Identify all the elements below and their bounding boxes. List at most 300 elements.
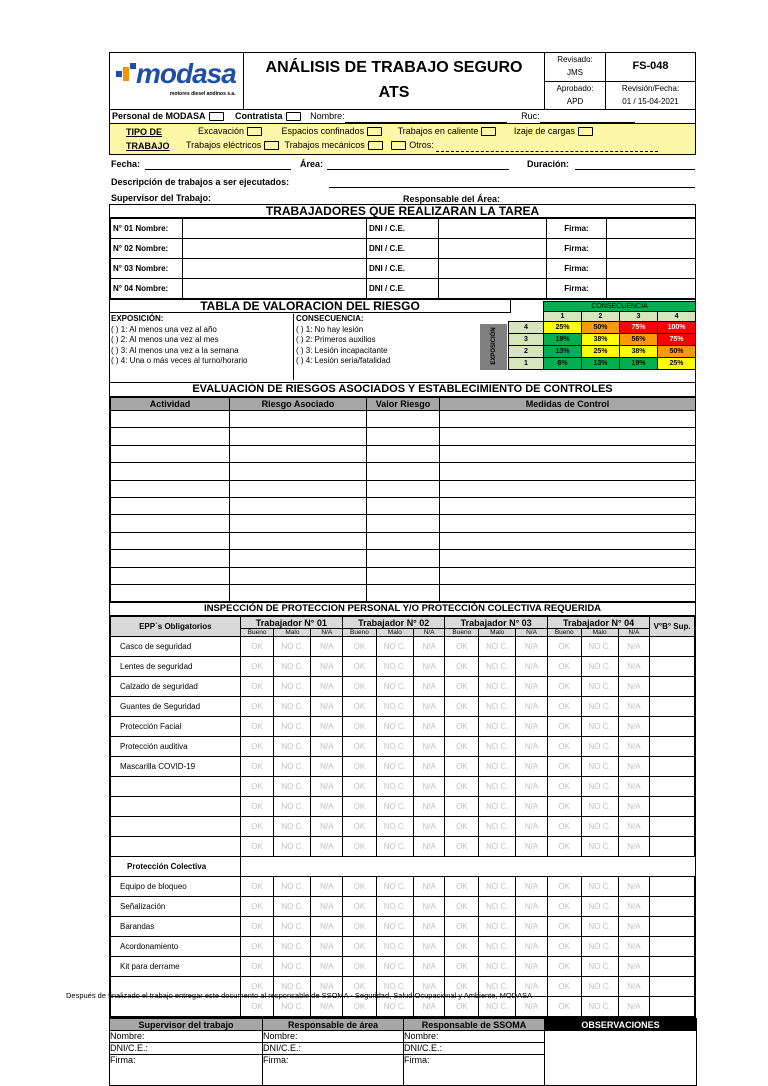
eval-cell[interactable] [230,584,367,601]
insp-status-cell[interactable]: OK [445,957,479,977]
insp-status-cell[interactable]: N/A [413,717,445,737]
insp-status-cell[interactable]: NO C. [581,737,618,757]
insp-status-cell[interactable]: NO C. [376,877,413,897]
trabajador-firma-field[interactable] [607,279,696,299]
eval-cell[interactable] [440,584,696,601]
trabajador-nombre-field[interactable] [183,259,367,279]
vb-cell[interactable] [650,777,695,797]
insp-status-cell[interactable]: N/A [311,897,343,917]
insp-status-cell[interactable]: OK [240,977,274,997]
insp-status-cell[interactable]: NO C. [581,977,618,997]
firma-field-label[interactable]: Nombre: [263,1031,404,1043]
insp-status-cell[interactable]: NO C. [479,757,516,777]
insp-status-cell[interactable]: OK [445,917,479,937]
otros-field[interactable] [436,141,658,152]
insp-status-cell[interactable]: OK [547,957,581,977]
insp-status-cell[interactable]: N/A [516,937,548,957]
vb-cell[interactable] [650,677,695,697]
insp-status-cell[interactable]: OK [547,757,581,777]
vb-cell[interactable] [650,657,695,677]
electricos-checkbox[interactable] [264,141,279,150]
insp-status-cell[interactable]: NO C. [479,797,516,817]
insp-status-cell[interactable]: OK [343,837,377,857]
insp-status-cell[interactable]: N/A [516,957,548,977]
insp-status-cell[interactable]: NO C. [581,917,618,937]
insp-status-cell[interactable]: N/A [618,797,650,817]
insp-status-cell[interactable]: N/A [618,657,650,677]
insp-status-cell[interactable]: OK [547,817,581,837]
vb-cell[interactable] [650,737,695,757]
insp-status-cell[interactable]: OK [343,877,377,897]
insp-status-cell[interactable]: N/A [618,997,650,1017]
insp-status-cell[interactable]: N/A [516,757,548,777]
insp-status-cell[interactable]: NO C. [376,937,413,957]
insp-status-cell[interactable]: N/A [413,957,445,977]
insp-status-cell[interactable]: OK [547,937,581,957]
insp-status-cell[interactable]: NO C. [274,657,311,677]
insp-status-cell[interactable]: NO C. [581,817,618,837]
trabajador-nombre-field[interactable] [183,279,367,299]
insp-status-cell[interactable]: NO C. [274,717,311,737]
insp-status-cell[interactable]: OK [445,977,479,997]
insp-status-cell[interactable]: OK [445,997,479,1017]
insp-status-cell[interactable]: N/A [618,877,650,897]
nombre-field[interactable] [345,112,507,123]
eval-cell[interactable] [440,411,696,428]
eval-cell[interactable] [440,463,696,480]
insp-status-cell[interactable]: N/A [618,737,650,757]
insp-status-cell[interactable]: NO C. [479,997,516,1017]
espacios-checkbox[interactable] [367,127,382,136]
insp-status-cell[interactable]: N/A [413,837,445,857]
firma-field-label[interactable]: DNI/C.E.: [263,1043,404,1055]
insp-status-cell[interactable]: N/A [413,897,445,917]
trabajador-firma-field[interactable] [607,259,696,279]
insp-status-cell[interactable]: N/A [413,637,445,657]
insp-status-cell[interactable]: N/A [516,697,548,717]
insp-status-cell[interactable]: NO C. [376,737,413,757]
insp-status-cell[interactable]: OK [240,957,274,977]
insp-status-cell[interactable]: N/A [516,897,548,917]
insp-status-cell[interactable]: N/A [516,837,548,857]
insp-status-cell[interactable]: N/A [618,957,650,977]
insp-status-cell[interactable]: NO C. [581,657,618,677]
otros-checkbox[interactable] [391,141,406,150]
insp-status-cell[interactable]: N/A [413,797,445,817]
insp-status-cell[interactable]: NO C. [581,877,618,897]
insp-status-cell[interactable]: NO C. [479,977,516,997]
insp-status-cell[interactable]: N/A [516,737,548,757]
insp-status-cell[interactable]: NO C. [274,937,311,957]
insp-status-cell[interactable]: NO C. [274,777,311,797]
insp-status-cell[interactable]: N/A [413,677,445,697]
eval-cell[interactable] [230,532,367,549]
insp-status-cell[interactable]: N/A [413,917,445,937]
insp-status-cell[interactable]: N/A [311,957,343,977]
insp-status-cell[interactable]: N/A [311,717,343,737]
duracion-field[interactable] [575,157,695,170]
vb-cell[interactable] [650,977,695,997]
insp-status-cell[interactable]: NO C. [581,777,618,797]
insp-status-cell[interactable]: OK [547,657,581,677]
eval-cell[interactable] [111,515,230,532]
insp-status-cell[interactable]: NO C. [479,657,516,677]
vb-cell[interactable] [650,937,695,957]
insp-status-cell[interactable]: OK [547,977,581,997]
insp-status-cell[interactable]: NO C. [581,837,618,857]
insp-status-cell[interactable]: N/A [618,677,650,697]
vb-cell[interactable] [650,797,695,817]
insp-status-cell[interactable]: OK [445,777,479,797]
insp-status-cell[interactable]: OK [343,817,377,837]
mecanicos-checkbox[interactable] [368,141,383,150]
eval-cell[interactable] [111,584,230,601]
insp-status-cell[interactable]: OK [343,717,377,737]
insp-status-cell[interactable]: NO C. [376,757,413,777]
firma-field-label[interactable]: Nombre: [404,1031,545,1043]
insp-status-cell[interactable]: NO C. [274,917,311,937]
insp-status-cell[interactable]: N/A [311,797,343,817]
insp-status-cell[interactable]: N/A [413,997,445,1017]
insp-status-cell[interactable]: OK [240,697,274,717]
eval-cell[interactable] [230,497,367,514]
insp-status-cell[interactable]: OK [547,917,581,937]
firma-field-label[interactable]: Firma: [110,1055,263,1086]
eval-cell[interactable] [111,463,230,480]
eval-cell[interactable] [440,497,696,514]
insp-status-cell[interactable]: N/A [618,757,650,777]
insp-status-cell[interactable]: N/A [516,917,548,937]
eval-cell[interactable] [440,550,696,567]
firma-field-label[interactable]: DNI/C.E.: [404,1043,545,1055]
firma-field-label[interactable]: DNI/C.E.: [110,1043,263,1055]
insp-status-cell[interactable]: OK [343,637,377,657]
insp-status-cell[interactable]: N/A [618,837,650,857]
insp-status-cell[interactable]: NO C. [274,737,311,757]
insp-status-cell[interactable]: OK [240,997,274,1017]
insp-status-cell[interactable]: N/A [516,637,548,657]
insp-status-cell[interactable]: NO C. [376,657,413,677]
eval-cell[interactable] [367,428,440,445]
eval-cell[interactable] [367,463,440,480]
vb-cell[interactable] [650,717,695,737]
firma-field-label[interactable]: Nombre: [110,1031,263,1043]
trabajador-dni-field[interactable] [439,279,547,299]
modasa-checkbox[interactable] [209,112,224,121]
insp-status-cell[interactable]: OK [343,757,377,777]
insp-status-cell[interactable]: OK [445,697,479,717]
trabajador-dni-field[interactable] [439,219,547,239]
insp-status-cell[interactable]: N/A [311,977,343,997]
insp-status-cell[interactable]: NO C. [479,697,516,717]
eval-cell[interactable] [367,497,440,514]
insp-status-cell[interactable]: OK [445,757,479,777]
insp-status-cell[interactable]: OK [343,797,377,817]
insp-status-cell[interactable]: N/A [311,737,343,757]
trabajador-dni-field[interactable] [439,259,547,279]
eval-cell[interactable] [111,532,230,549]
insp-status-cell[interactable]: N/A [311,937,343,957]
insp-status-cell[interactable]: OK [240,717,274,737]
firma-field-label[interactable]: Firma: [404,1055,545,1086]
insp-status-cell[interactable]: NO C. [479,957,516,977]
insp-status-cell[interactable]: NO C. [376,997,413,1017]
insp-status-cell[interactable]: NO C. [479,677,516,697]
eval-cell[interactable] [111,480,230,497]
insp-status-cell[interactable]: NO C. [274,757,311,777]
insp-status-cell[interactable]: NO C. [479,817,516,837]
insp-status-cell[interactable]: OK [445,677,479,697]
vb-cell[interactable] [650,917,695,937]
insp-status-cell[interactable]: NO C. [479,717,516,737]
insp-status-cell[interactable]: N/A [618,637,650,657]
insp-status-cell[interactable]: NO C. [581,637,618,657]
insp-status-cell[interactable]: N/A [618,937,650,957]
insp-status-cell[interactable]: NO C. [479,637,516,657]
insp-status-cell[interactable]: OK [445,797,479,817]
insp-status-cell[interactable]: OK [445,717,479,737]
insp-status-cell[interactable]: N/A [311,917,343,937]
insp-status-cell[interactable]: OK [547,897,581,917]
area-field[interactable] [327,157,509,170]
insp-status-cell[interactable]: N/A [618,977,650,997]
ruc-field[interactable] [540,112,635,123]
insp-status-cell[interactable]: OK [547,877,581,897]
insp-status-cell[interactable]: OK [343,657,377,677]
eval-cell[interactable] [440,515,696,532]
eval-cell[interactable] [440,428,696,445]
contratista-checkbox[interactable] [286,112,301,121]
eval-cell[interactable] [230,445,367,462]
insp-status-cell[interactable]: N/A [311,817,343,837]
insp-status-cell[interactable]: N/A [516,797,548,817]
eval-cell[interactable] [111,445,230,462]
insp-status-cell[interactable]: OK [547,737,581,757]
insp-status-cell[interactable]: OK [547,777,581,797]
insp-status-cell[interactable]: OK [445,897,479,917]
eval-cell[interactable] [367,515,440,532]
insp-status-cell[interactable]: OK [445,837,479,857]
insp-status-cell[interactable]: OK [240,677,274,697]
insp-status-cell[interactable]: OK [240,837,274,857]
insp-status-cell[interactable]: OK [343,957,377,977]
insp-status-cell[interactable]: N/A [618,917,650,937]
insp-status-cell[interactable]: NO C. [274,837,311,857]
insp-status-cell[interactable]: NO C. [274,877,311,897]
insp-status-cell[interactable]: N/A [618,817,650,837]
insp-status-cell[interactable]: OK [240,657,274,677]
insp-status-cell[interactable]: NO C. [376,697,413,717]
insp-status-cell[interactable]: N/A [413,937,445,957]
insp-status-cell[interactable]: OK [343,897,377,917]
insp-status-cell[interactable]: OK [547,717,581,737]
insp-status-cell[interactable]: OK [240,877,274,897]
insp-status-cell[interactable]: NO C. [376,917,413,937]
insp-status-cell[interactable]: NO C. [274,997,311,1017]
insp-status-cell[interactable]: OK [240,897,274,917]
trabajador-firma-field[interactable] [607,219,696,239]
insp-status-cell[interactable]: N/A [311,837,343,857]
insp-status-cell[interactable]: OK [343,697,377,717]
insp-status-cell[interactable]: N/A [311,697,343,717]
insp-status-cell[interactable]: NO C. [274,957,311,977]
insp-status-cell[interactable]: NO C. [274,637,311,657]
insp-status-cell[interactable]: N/A [413,777,445,797]
insp-status-cell[interactable]: NO C. [581,697,618,717]
insp-status-cell[interactable]: N/A [516,977,548,997]
insp-status-cell[interactable]: NO C. [274,817,311,837]
insp-status-cell[interactable]: N/A [516,717,548,737]
insp-status-cell[interactable]: OK [445,637,479,657]
insp-status-cell[interactable]: NO C. [581,717,618,737]
insp-status-cell[interactable]: NO C. [376,717,413,737]
insp-status-cell[interactable]: N/A [618,697,650,717]
insp-status-cell[interactable]: NO C. [376,637,413,657]
insp-status-cell[interactable]: NO C. [581,937,618,957]
eval-cell[interactable] [230,411,367,428]
insp-status-cell[interactable]: N/A [516,677,548,697]
insp-status-cell[interactable]: N/A [311,637,343,657]
eval-cell[interactable] [367,480,440,497]
insp-status-cell[interactable]: NO C. [479,737,516,757]
eval-cell[interactable] [230,550,367,567]
insp-status-cell[interactable]: N/A [413,697,445,717]
insp-status-cell[interactable]: N/A [618,717,650,737]
vb-cell[interactable] [650,837,695,857]
insp-status-cell[interactable]: OK [240,817,274,837]
trabajador-nombre-field[interactable] [183,239,367,259]
eval-cell[interactable] [230,515,367,532]
insp-status-cell[interactable]: OK [445,877,479,897]
insp-status-cell[interactable]: OK [547,697,581,717]
eval-cell[interactable] [440,532,696,549]
insp-status-cell[interactable]: OK [445,657,479,677]
insp-status-cell[interactable]: N/A [516,777,548,797]
eval-cell[interactable] [440,567,696,584]
insp-status-cell[interactable]: NO C. [581,957,618,977]
insp-status-cell[interactable]: N/A [618,777,650,797]
insp-status-cell[interactable]: OK [240,937,274,957]
insp-status-cell[interactable]: OK [343,977,377,997]
insp-status-cell[interactable]: OK [547,677,581,697]
eval-cell[interactable] [230,463,367,480]
observaciones-field[interactable] [545,1031,697,1086]
insp-status-cell[interactable]: NO C. [376,797,413,817]
insp-status-cell[interactable]: OK [547,797,581,817]
insp-status-cell[interactable]: N/A [413,757,445,777]
eval-cell[interactable] [367,445,440,462]
insp-status-cell[interactable]: OK [240,757,274,777]
insp-status-cell[interactable]: NO C. [376,777,413,797]
insp-status-cell[interactable]: NO C. [274,897,311,917]
insp-status-cell[interactable]: OK [343,937,377,957]
insp-status-cell[interactable]: N/A [413,977,445,997]
insp-status-cell[interactable]: NO C. [479,777,516,797]
insp-status-cell[interactable]: N/A [311,757,343,777]
insp-status-cell[interactable]: NO C. [581,757,618,777]
eval-cell[interactable] [367,567,440,584]
eval-cell[interactable] [111,497,230,514]
izaje-checkbox[interactable] [578,127,593,136]
vb-cell[interactable] [650,757,695,777]
insp-status-cell[interactable]: N/A [311,777,343,797]
fecha-field[interactable] [145,157,291,170]
insp-status-cell[interactable]: OK [547,997,581,1017]
insp-status-cell[interactable]: N/A [516,657,548,677]
vb-cell[interactable] [650,997,695,1017]
eval-cell[interactable] [367,584,440,601]
eval-cell[interactable] [440,445,696,462]
insp-status-cell[interactable]: OK [240,797,274,817]
insp-status-cell[interactable]: NO C. [479,937,516,957]
insp-status-cell[interactable]: OK [445,737,479,757]
firma-field-label[interactable]: Firma: [263,1055,404,1086]
insp-status-cell[interactable]: N/A [311,677,343,697]
insp-status-cell[interactable]: OK [240,737,274,757]
insp-status-cell[interactable]: NO C. [479,897,516,917]
insp-status-cell[interactable]: NO C. [581,997,618,1017]
insp-status-cell[interactable]: NO C. [376,897,413,917]
eval-cell[interactable] [367,532,440,549]
insp-status-cell[interactable]: NO C. [581,677,618,697]
insp-status-cell[interactable]: NO C. [376,977,413,997]
insp-status-cell[interactable]: N/A [311,657,343,677]
insp-status-cell[interactable]: NO C. [274,977,311,997]
insp-status-cell[interactable]: NO C. [376,837,413,857]
insp-status-cell[interactable]: OK [343,917,377,937]
insp-status-cell[interactable]: OK [445,937,479,957]
insp-status-cell[interactable]: N/A [413,737,445,757]
trabajador-dni-field[interactable] [439,239,547,259]
insp-status-cell[interactable]: OK [240,777,274,797]
caliente-checkbox[interactable] [481,127,496,136]
insp-status-cell[interactable]: NO C. [581,897,618,917]
insp-status-cell[interactable]: OK [343,997,377,1017]
insp-status-cell[interactable]: N/A [516,997,548,1017]
insp-status-cell[interactable]: OK [240,917,274,937]
insp-status-cell[interactable]: NO C. [376,677,413,697]
insp-status-cell[interactable]: OK [343,677,377,697]
insp-status-cell[interactable]: OK [445,817,479,837]
insp-status-cell[interactable]: OK [343,737,377,757]
trabajador-firma-field[interactable] [607,239,696,259]
insp-status-cell[interactable]: NO C. [274,697,311,717]
vb-cell[interactable] [650,637,695,657]
descripcion-field[interactable] [329,175,695,188]
insp-status-cell[interactable]: NO C. [479,917,516,937]
insp-status-cell[interactable]: N/A [516,877,548,897]
insp-status-cell[interactable]: OK [343,777,377,797]
insp-status-cell[interactable]: NO C. [479,877,516,897]
eval-cell[interactable] [230,567,367,584]
insp-status-cell[interactable]: N/A [618,897,650,917]
insp-status-cell[interactable]: N/A [516,817,548,837]
insp-status-cell[interactable]: N/A [413,657,445,677]
insp-status-cell[interactable]: N/A [311,997,343,1017]
eval-cell[interactable] [367,550,440,567]
insp-status-cell[interactable]: OK [547,837,581,857]
eval-cell[interactable] [111,428,230,445]
insp-status-cell[interactable]: NO C. [376,957,413,977]
insp-status-cell[interactable]: N/A [413,817,445,837]
vb-cell[interactable] [650,877,695,897]
insp-status-cell[interactable]: N/A [413,877,445,897]
insp-status-cell[interactable]: OK [240,637,274,657]
eval-cell[interactable] [111,411,230,428]
trabajador-nombre-field[interactable] [183,219,367,239]
insp-status-cell[interactable]: N/A [311,877,343,897]
vb-cell[interactable] [650,697,695,717]
